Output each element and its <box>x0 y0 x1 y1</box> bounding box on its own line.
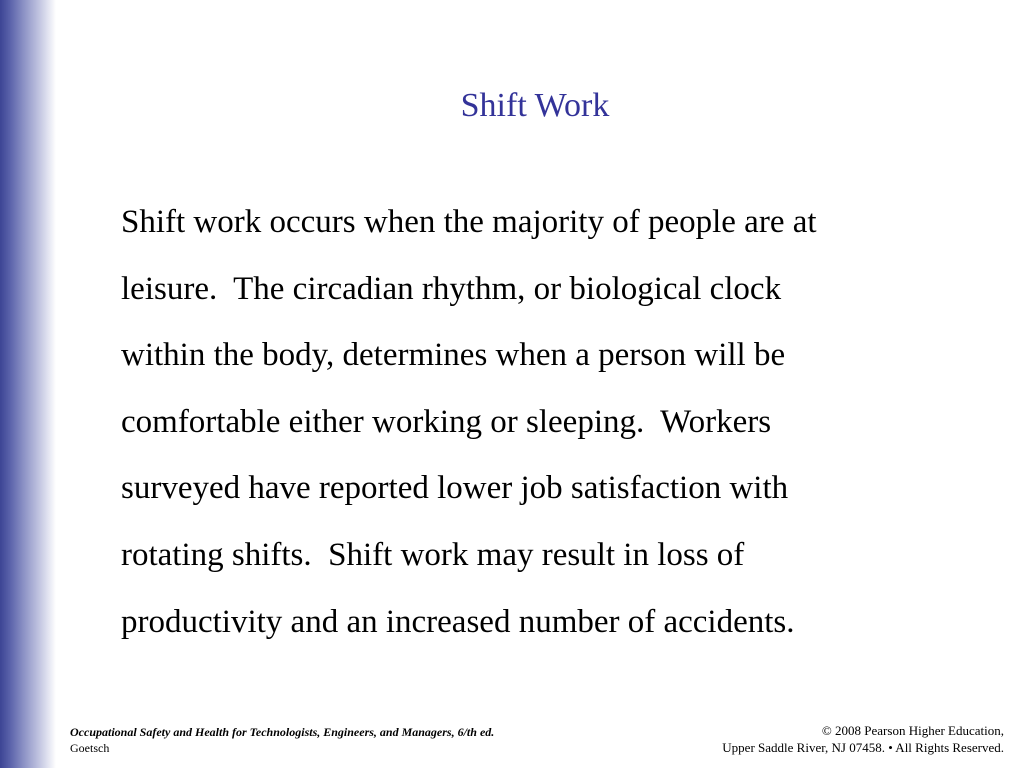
footer-book-info <box>70 724 494 756</box>
footer-copyright-line1: © 2008 Pearson Higher Education, <box>821 723 1004 738</box>
footer-copyright <box>722 722 1004 756</box>
body-line: leisure. The circadian rhythm, or biological clock <box>121 270 782 307</box>
footer-author: Goetsch <box>70 741 110 755</box>
body-line: surveyed have reported lower job satisfaction with <box>121 470 789 507</box>
body-line: productivity and an increased number of accidents. <box>121 603 795 640</box>
slide-body <box>121 189 941 655</box>
footer-copyright-line2: Upper Saddle River, NJ 07458. • All Rights Reserved. <box>722 740 1004 755</box>
body-line: comfortable either working or sleeping. Workers <box>121 403 772 440</box>
body-line: Shift work occurs when the majority of people are at <box>121 204 817 240</box>
footer-book-title: Occupational Safety and Health for Technologists, Engineers, and Managers, 6/th ed. <box>70 725 495 739</box>
body-line: within the body, determines when a person will be <box>121 337 786 374</box>
slide-title: Shift Work <box>460 87 610 124</box>
body-line: rotating shifts. Shift work may result in loss of <box>121 536 745 573</box>
